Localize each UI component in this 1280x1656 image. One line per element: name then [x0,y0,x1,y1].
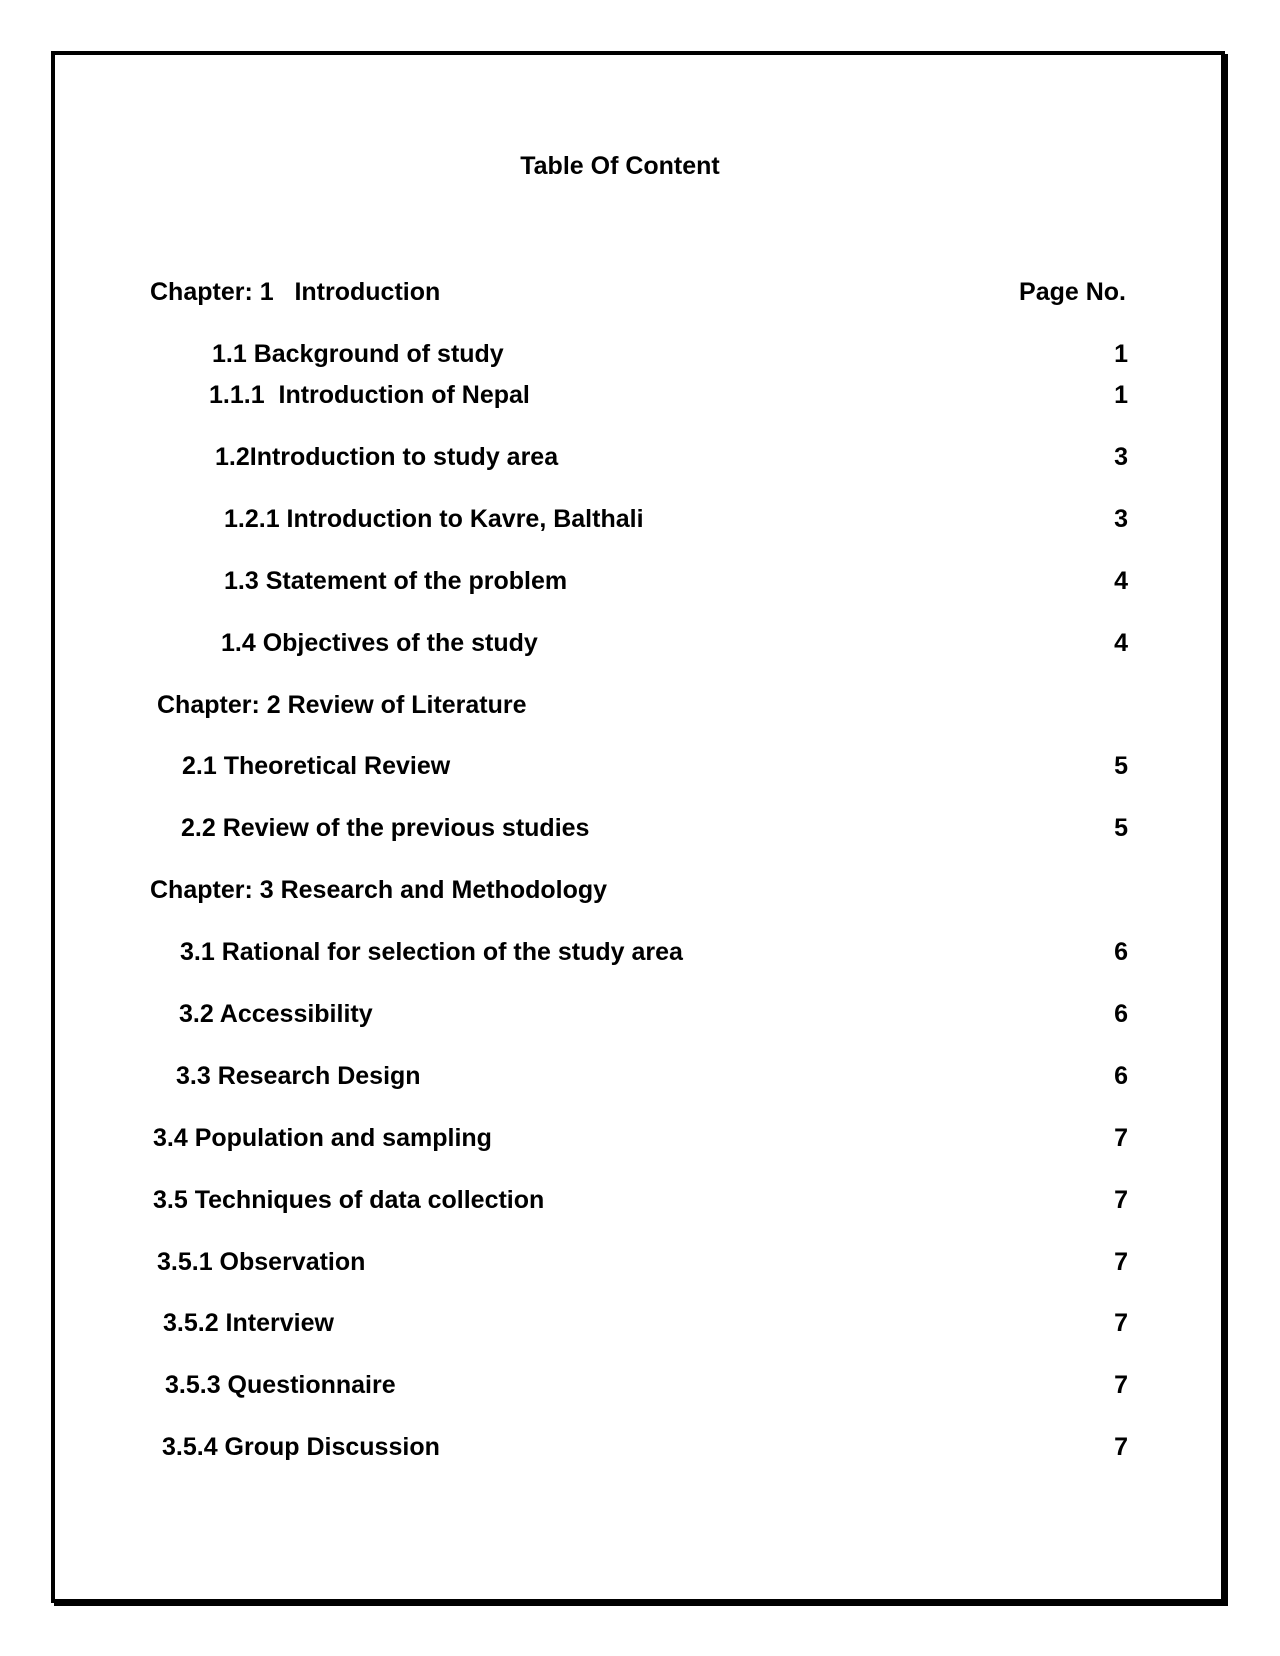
toc-page-number: 7 [1114,1248,1128,1276]
toc-page-number: 6 [1114,1062,1128,1090]
toc-label: 3.1 Rational for selection of the study area [180,938,683,966]
toc-entry [0,1246,1280,1278]
page-number-header: Page No. [1019,278,1126,306]
toc-page-number: 3 [1114,505,1128,533]
toc-label: 3.3 Research Design [176,1062,421,1090]
toc-page-number: 7 [1114,1371,1128,1399]
toc-label: 1.3 Statement of the problem [224,567,568,595]
toc-label: 3.5.1 Observation [157,1248,366,1276]
toc-label: 3.5.3 Questionnaire [165,1371,396,1399]
toc-label: 3.5.2 Interview [163,1309,334,1337]
toc-page-number: 4 [1114,629,1128,657]
toc-chapter-3 [0,874,1280,906]
toc-entry [0,812,1280,844]
toc-label: 1.1 Background of study [212,340,504,368]
toc-page-number: 7 [1114,1186,1128,1214]
toc-chapter-1 [0,276,1280,308]
toc-page-number: 3 [1114,443,1128,471]
document-title: Table Of Content [520,152,720,180]
toc-label: 3.5 Techniques of data collection [153,1186,545,1214]
toc-label: Chapter: 3 Research and Methodology [150,876,608,904]
toc-entry [0,1307,1280,1339]
toc-page-number: 1 [1114,340,1128,368]
toc-entry [0,750,1280,782]
toc-page-number: 7 [1114,1433,1128,1461]
toc-entry [0,338,1280,370]
toc-entry [0,936,1280,968]
toc-page-number: 5 [1114,752,1128,780]
toc-entry [0,1431,1280,1463]
toc-label: 2.1 Theoretical Review [182,752,451,780]
toc-entry [0,1184,1280,1216]
toc-label: 3.5.4 Group Discussion [162,1433,440,1461]
toc-page-number: 1 [1114,381,1128,409]
toc-label: 1.1.1 Introduction of Nepal [209,381,530,409]
toc-entry [0,1122,1280,1154]
toc-page-number: 7 [1114,1124,1128,1152]
toc-entry [0,1060,1280,1092]
toc-entry [0,998,1280,1030]
toc-chapter-2 [0,689,1280,721]
toc-entry [0,441,1280,473]
toc-entry [0,503,1280,535]
toc-page-number: 5 [1114,814,1128,842]
toc-label: Chapter: 1 Introduction [150,278,441,306]
toc-entry [0,379,1280,411]
toc-label: 2.2 Review of the previous studies [181,814,590,842]
toc-label: Chapter: 2 Review of Literature [157,691,527,719]
toc-page-number: 6 [1114,938,1128,966]
toc-label: 1.2Introduction to study area [215,443,559,471]
toc-entry [0,565,1280,597]
toc-page-number: 4 [1114,567,1128,595]
toc-label: 1.4 Objectives of the study [221,629,538,657]
toc-label: 1.2.1 Introduction to Kavre, Balthali [224,505,644,533]
toc-page-number: 7 [1114,1309,1128,1337]
toc-label: 3.4 Population and sampling [153,1124,492,1152]
toc-label: 3.2 Accessibility [179,1000,373,1028]
toc-entry [0,627,1280,659]
toc-page-number: 6 [1114,1000,1128,1028]
toc-entry [0,1369,1280,1401]
